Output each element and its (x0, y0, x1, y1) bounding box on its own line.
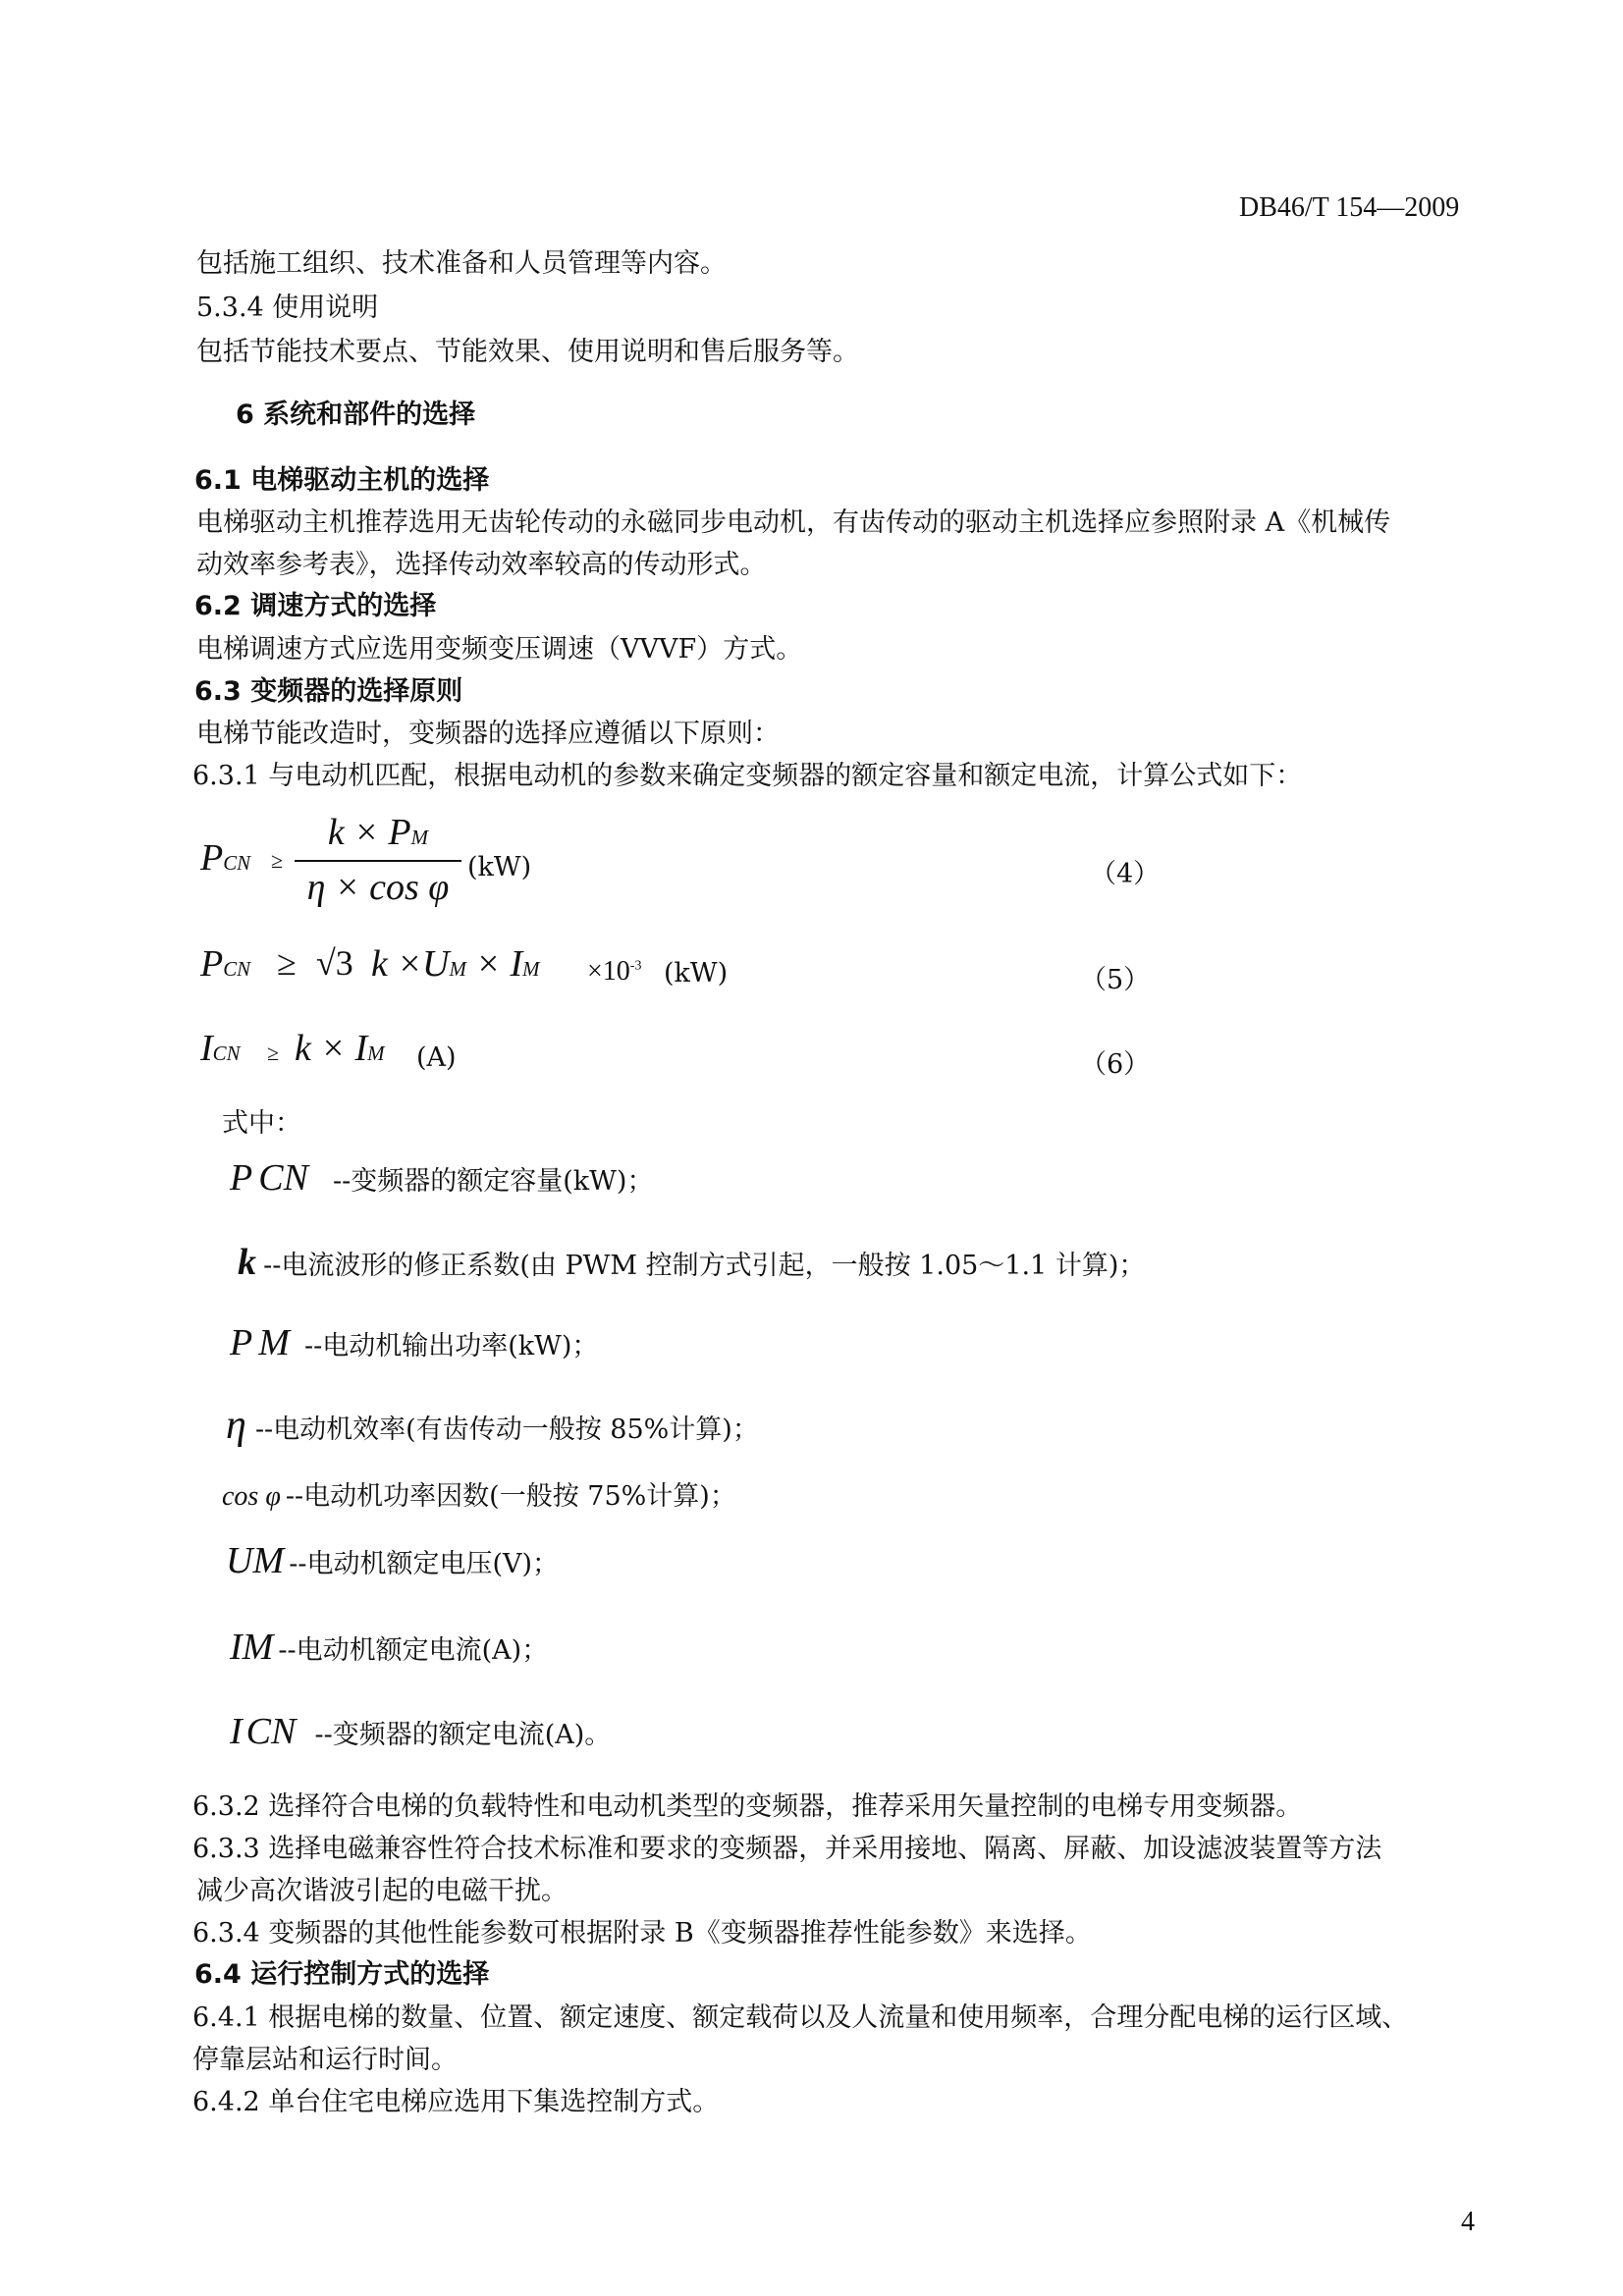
paragraph: 减少高次谐波引起的电磁干扰。 (196, 1876, 568, 1906)
eq-relation: ≥ (271, 848, 284, 873)
paragraph: 包括施工组织、技术准备和人员管理等内容。 (196, 248, 727, 279)
eq-term-sub: M (522, 957, 540, 981)
symbol-description: --电动机额定电压(V)； (289, 1549, 560, 1579)
paragraph: 包括节能技术要点、节能效果、使用说明和售后服务等。 (196, 337, 859, 367)
paragraph: 6.3.3 选择电磁兼容性符合技术标准和要求的变频器，并采用接地、隔离、屏蔽、加设滤波装置等方法 (192, 1834, 1382, 1864)
page-number: 4 (1461, 2207, 1475, 2237)
symbol-row (226, 1539, 559, 1582)
symbol-row (226, 1402, 759, 1449)
symbol-row (230, 1626, 548, 1669)
paragraph: 6.3.4 变频器的其他性能参数可根据附录 B《变频器推荐性能参数》来选择。 (192, 1918, 1092, 1949)
paragraph: 6.3.1 与电动机匹配，根据电动机的参数来确定变频器的额定容量和额定电流，计算公式如下： (192, 761, 1303, 791)
symbol-description: --电动机功率因数(一般按 75%计算)； (285, 1481, 736, 1512)
section-heading: 6.1 电梯驱动主机的选择 (194, 465, 490, 496)
eq-unit: (kW) (664, 958, 729, 988)
where-label: 式中： (222, 1108, 301, 1139)
eq-denominator: η × cos φ (306, 867, 450, 908)
section-heading: 6.2 调速方式的选择 (194, 591, 437, 621)
symbol-description: --变频器的额定容量(kW)； (333, 1166, 654, 1197)
eq-term: k × I (295, 1028, 368, 1069)
eq-term-sub: M (449, 957, 466, 981)
symbol-row (230, 1710, 611, 1753)
symbol-row (238, 1241, 1145, 1284)
symbol: I (230, 1711, 243, 1752)
symbol-description: --电动机效率(有齿传动一般按 85%计算)； (254, 1415, 759, 1445)
symbol: I (230, 1627, 243, 1668)
symbol: k (238, 1242, 256, 1283)
paragraph: 6.4.1 根据电梯的数量、位置、额定速度、额定载荷以及人流量和使用频率，合理分配电梯的运行区域、 (192, 2002, 1409, 2033)
eq-sqrt: √3 (316, 943, 353, 983)
eq-unit: (kW) (467, 852, 532, 882)
symbol-description: --电动机额定电流(A)； (278, 1635, 549, 1666)
eq-exponent: -3 (629, 958, 642, 974)
paragraph: 动效率参考表》，选择传动效率较高的传动形式。 (196, 550, 767, 580)
section-heading: 6 系统和部件的选择 (236, 400, 476, 430)
eq-term: × I (475, 943, 523, 985)
symbol-sub: M (242, 1627, 274, 1668)
eq-lhs-sub: CN (223, 851, 251, 875)
paragraph: 6.3.2 选择符合电梯的负载特性和电动机类型的变频器，推荐采用矢量控制的电梯专用变频器。 (192, 1791, 1303, 1822)
symbol-row (230, 1156, 653, 1200)
eq-numerator-sub: M (410, 826, 429, 849)
eq-lhs-sub: CN (223, 957, 251, 981)
eq-numerator: k × P (327, 812, 411, 853)
paragraph: 电梯驱动主机推荐选用无齿轮传动的永磁同步电动机，有齿传动的驱动主机选择应参照附录 A《机械传 (196, 507, 1391, 538)
eq-number: （5） (1080, 965, 1151, 995)
eq-term-sub: M (367, 1041, 385, 1065)
eq-relation: ≥ (267, 1041, 280, 1065)
eq-lhs-sub: CN (212, 1041, 241, 1065)
symbol-sub: M (252, 1540, 285, 1581)
paragraph: 电梯节能改造时，变频器的选择应遵循以下原则： (196, 719, 780, 749)
symbol-row (222, 1480, 736, 1514)
symbol-sub: M (258, 1322, 290, 1363)
symbol-row (230, 1321, 598, 1364)
subsection-heading: 5.3.4 使用说明 (196, 293, 379, 323)
section-heading: 6.4 运行控制方式的选择 (194, 1959, 490, 1990)
symbol-sub: CN (258, 1157, 308, 1199)
symbol: P (230, 1157, 253, 1199)
section-heading: 6.3 变频器的选择原则 (194, 676, 463, 707)
eq-unit: (A) (416, 1042, 457, 1073)
symbol-description: --变频器的额定电流(A)。 (314, 1720, 612, 1750)
fraction-bar (295, 860, 461, 862)
eq-power: ×10 (587, 956, 630, 987)
eq-lhs: I (200, 1028, 213, 1069)
symbol: U (226, 1540, 253, 1581)
symbol: η (226, 1403, 246, 1448)
eq-lhs: P (200, 943, 224, 985)
symbol-description: --电动机输出功率(kW)； (303, 1331, 599, 1362)
eq-number: （4） (1090, 859, 1161, 889)
eq-relation: ≥ (277, 943, 297, 983)
paragraph: 6.4.2 单台住宅电梯应选用下集选控制方式。 (192, 2087, 720, 2117)
paragraph: 电梯调速方式应选用变频变压调速（VVVF）方式。 (196, 634, 803, 665)
document-code: DB46/T 154—2009 (1239, 192, 1460, 223)
eq-term: k ×U (371, 943, 450, 985)
paragraph: 停靠层站和运行时间。 (192, 2045, 458, 2075)
eq-number: （6） (1080, 1049, 1151, 1080)
symbol-description: --电流波形的修正系数(由 PWM 控制方式引起，一般按 1.05～1.1 计算)； (263, 1251, 1146, 1281)
eq-lhs: P (200, 837, 224, 879)
symbol-sub: CN (245, 1711, 297, 1752)
symbol: P (230, 1322, 253, 1363)
symbol: cos φ (222, 1481, 281, 1512)
